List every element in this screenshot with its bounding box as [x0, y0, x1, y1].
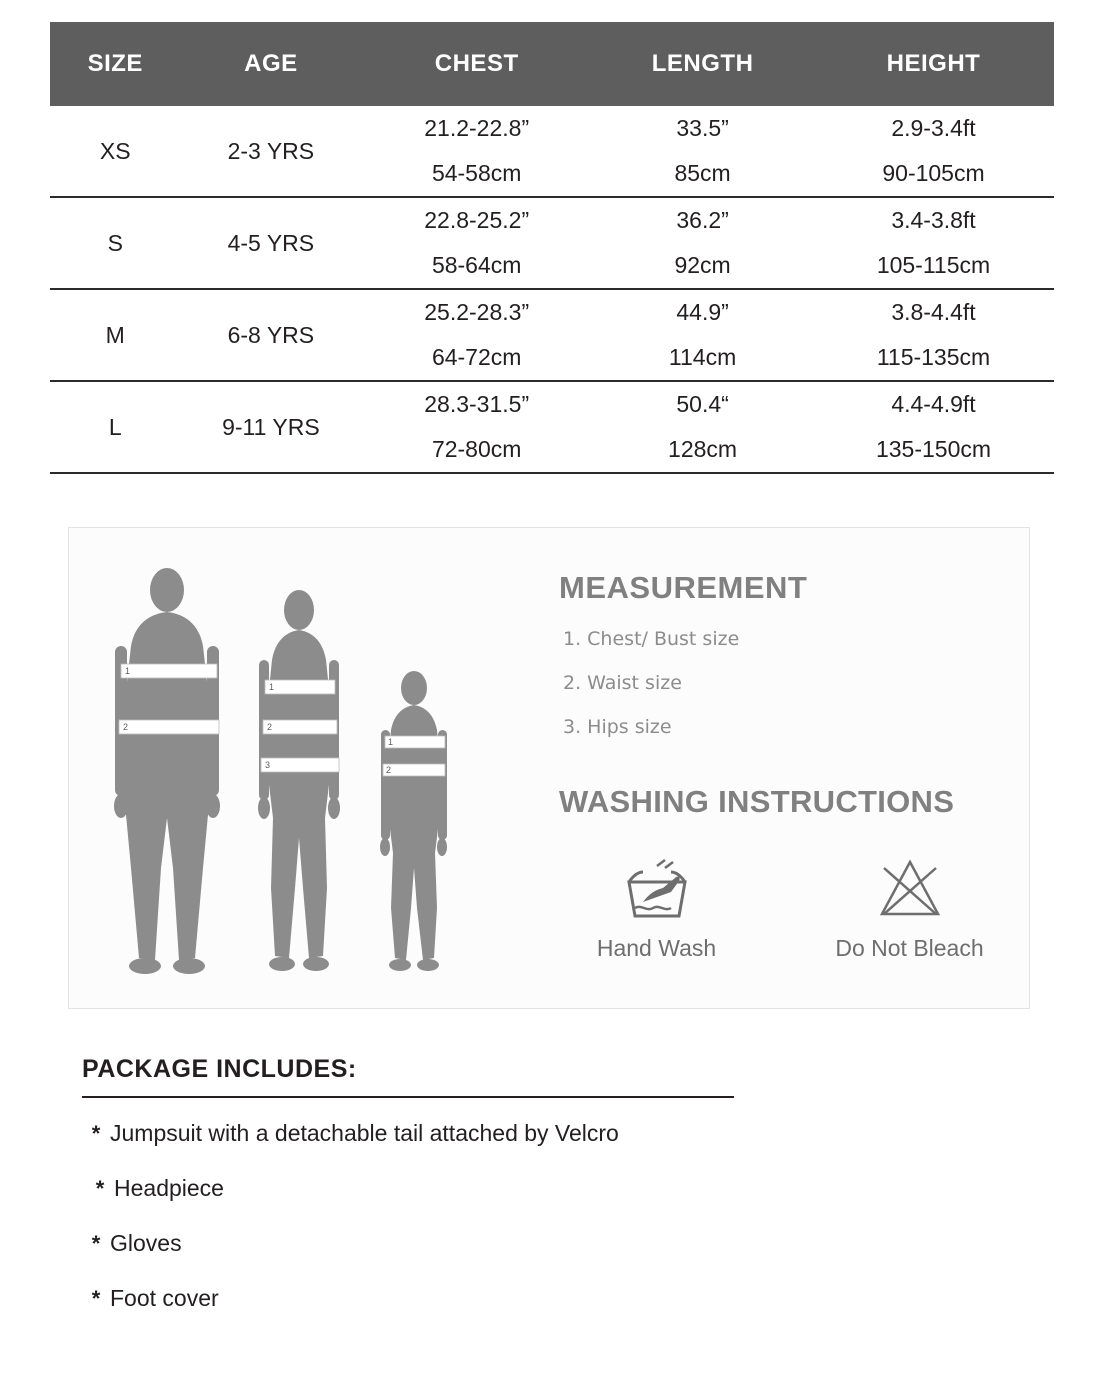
package-item-label: Jumpsuit with a detachable tail attached by Velcro — [110, 1120, 619, 1146]
cell-chest — [361, 106, 592, 197]
washing-icons-row — [569, 853, 1009, 962]
cell-size — [50, 106, 181, 197]
cell-height — [813, 197, 1054, 289]
column-header-age: AGE — [181, 22, 362, 106]
cell-size-value: L — [108, 413, 122, 440]
cell-age-value: 6-8 YRS — [227, 321, 315, 348]
size-chart-body — [50, 106, 1054, 473]
package-item-label: Gloves — [110, 1230, 182, 1256]
cell-chest-cm: 64-72cm — [431, 344, 522, 370]
washing-instructions-title: WASHING INSTRUCTIONS — [559, 784, 955, 819]
list-item — [82, 1175, 782, 1202]
cell-height-cm: 115-135cm — [876, 344, 991, 370]
cell-height-feet: 3.4-3.8ft — [891, 207, 976, 233]
bullet-icon: * — [91, 1231, 101, 1256]
package-includes-title: PACKAGE INCLUDES: — [82, 1055, 734, 1098]
cell-length-inches: 44.9” — [676, 299, 729, 325]
cell-height-feet: 4.4-4.9ft — [891, 391, 976, 417]
do-not-bleach-icon — [822, 853, 997, 925]
bullet-icon: * — [91, 1121, 101, 1146]
man-figure — [114, 568, 220, 974]
table-row — [50, 106, 1054, 197]
column-header-length: LENGTH — [592, 22, 813, 106]
size-chart-header — [50, 22, 1054, 106]
column-header-size: SIZE — [50, 22, 181, 106]
svg-text:1: 1 — [125, 666, 131, 676]
list-item — [82, 1285, 782, 1312]
svg-text:3: 3 — [265, 760, 271, 770]
washing-icon-do-not-bleach — [822, 853, 997, 962]
measurement-title: MEASUREMENT — [559, 570, 808, 605]
cell-chest-cm: 54-58cm — [431, 160, 522, 186]
package-includes-list — [82, 1120, 782, 1312]
woman-figure — [258, 590, 340, 971]
cell-age — [181, 381, 362, 473]
cell-height-cm: 90-105cm — [882, 160, 985, 186]
cell-length-inches: 50.4“ — [676, 391, 729, 417]
cell-chest — [361, 289, 592, 381]
cell-age — [181, 197, 362, 289]
svg-text:2: 2 — [386, 765, 392, 775]
cell-age-value: 9-11 YRS — [222, 413, 320, 440]
cell-size — [50, 197, 181, 289]
cell-chest — [361, 197, 592, 289]
cell-height-cm: 105-115cm — [876, 252, 991, 278]
package-item-label: Headpiece — [114, 1175, 224, 1201]
measurement-text-block — [559, 570, 1009, 820]
measurement-item-hips: 3. Hips size — [563, 716, 672, 738]
cell-age — [181, 106, 362, 197]
svg-text:2: 2 — [267, 722, 273, 732]
list-item — [82, 1230, 782, 1257]
bullet-icon: * — [91, 1286, 101, 1311]
package-item-label: Foot cover — [110, 1285, 219, 1311]
cell-size-value: M — [105, 321, 125, 348]
svg-text:2: 2 — [123, 722, 129, 732]
svg-text:1: 1 — [388, 737, 394, 747]
cell-length-cm: 92cm — [674, 252, 731, 278]
cell-height — [813, 106, 1054, 197]
washing-icon-hand-wash — [569, 853, 744, 962]
table-header-row — [50, 22, 1054, 106]
bullet-icon: * — [95, 1176, 105, 1201]
cell-chest — [361, 381, 592, 473]
cell-age — [181, 289, 362, 381]
size-chart-table — [50, 22, 1054, 474]
cell-length — [592, 289, 813, 381]
measurement-item-chest: 1. Chest/ Bust size — [563, 628, 740, 650]
cell-height-cm: 135-150cm — [875, 436, 992, 462]
cell-height — [813, 289, 1054, 381]
do-not-bleach-label: Do Not Bleach — [835, 935, 984, 961]
cell-age-value: 2-3 YRS — [227, 137, 315, 164]
cell-size — [50, 289, 181, 381]
cell-length — [592, 381, 813, 473]
cell-length-cm: 114cm — [668, 344, 737, 370]
cell-length — [592, 197, 813, 289]
package-includes-section — [82, 1055, 782, 1340]
cell-chest-inches: 25.2-28.3” — [424, 299, 530, 325]
child-figure — [380, 671, 447, 971]
hand-wash-label: Hand Wash — [596, 935, 717, 961]
cell-length — [592, 106, 813, 197]
cell-size-value: S — [107, 229, 123, 256]
table-row — [50, 289, 1054, 381]
cell-chest-inches: 21.2-22.8” — [424, 115, 530, 141]
column-header-height: HEIGHT — [813, 22, 1054, 106]
cell-height-feet: 3.8-4.4ft — [891, 299, 976, 325]
measurement-panel — [68, 527, 1030, 1009]
list-item — [82, 1120, 782, 1147]
table-row — [50, 381, 1054, 473]
cell-size — [50, 381, 181, 473]
cell-chest-inches: 28.3-31.5” — [424, 391, 530, 417]
cell-height-feet: 2.9-3.4ft — [891, 115, 976, 141]
column-header-chest: CHEST — [361, 22, 592, 106]
cell-length-inches: 36.2” — [676, 207, 729, 233]
cell-length-cm: 128cm — [668, 436, 738, 462]
cell-chest-inches: 22.8-25.2” — [424, 207, 530, 233]
table-row — [50, 197, 1054, 289]
body-figures-illustration — [99, 568, 499, 988]
svg-text:1: 1 — [269, 682, 275, 692]
cell-age-value: 4-5 YRS — [227, 229, 315, 256]
cell-size-value: XS — [99, 137, 131, 164]
measurement-item-waist: 2. Waist size — [563, 672, 682, 694]
cell-chest-cm: 72-80cm — [431, 436, 522, 462]
cell-length-cm: 85cm — [674, 160, 731, 186]
cell-height — [813, 381, 1054, 473]
cell-length-inches: 33.5” — [676, 115, 729, 141]
cell-chest-cm: 58-64cm — [431, 252, 522, 278]
hand-wash-icon — [569, 853, 744, 925]
